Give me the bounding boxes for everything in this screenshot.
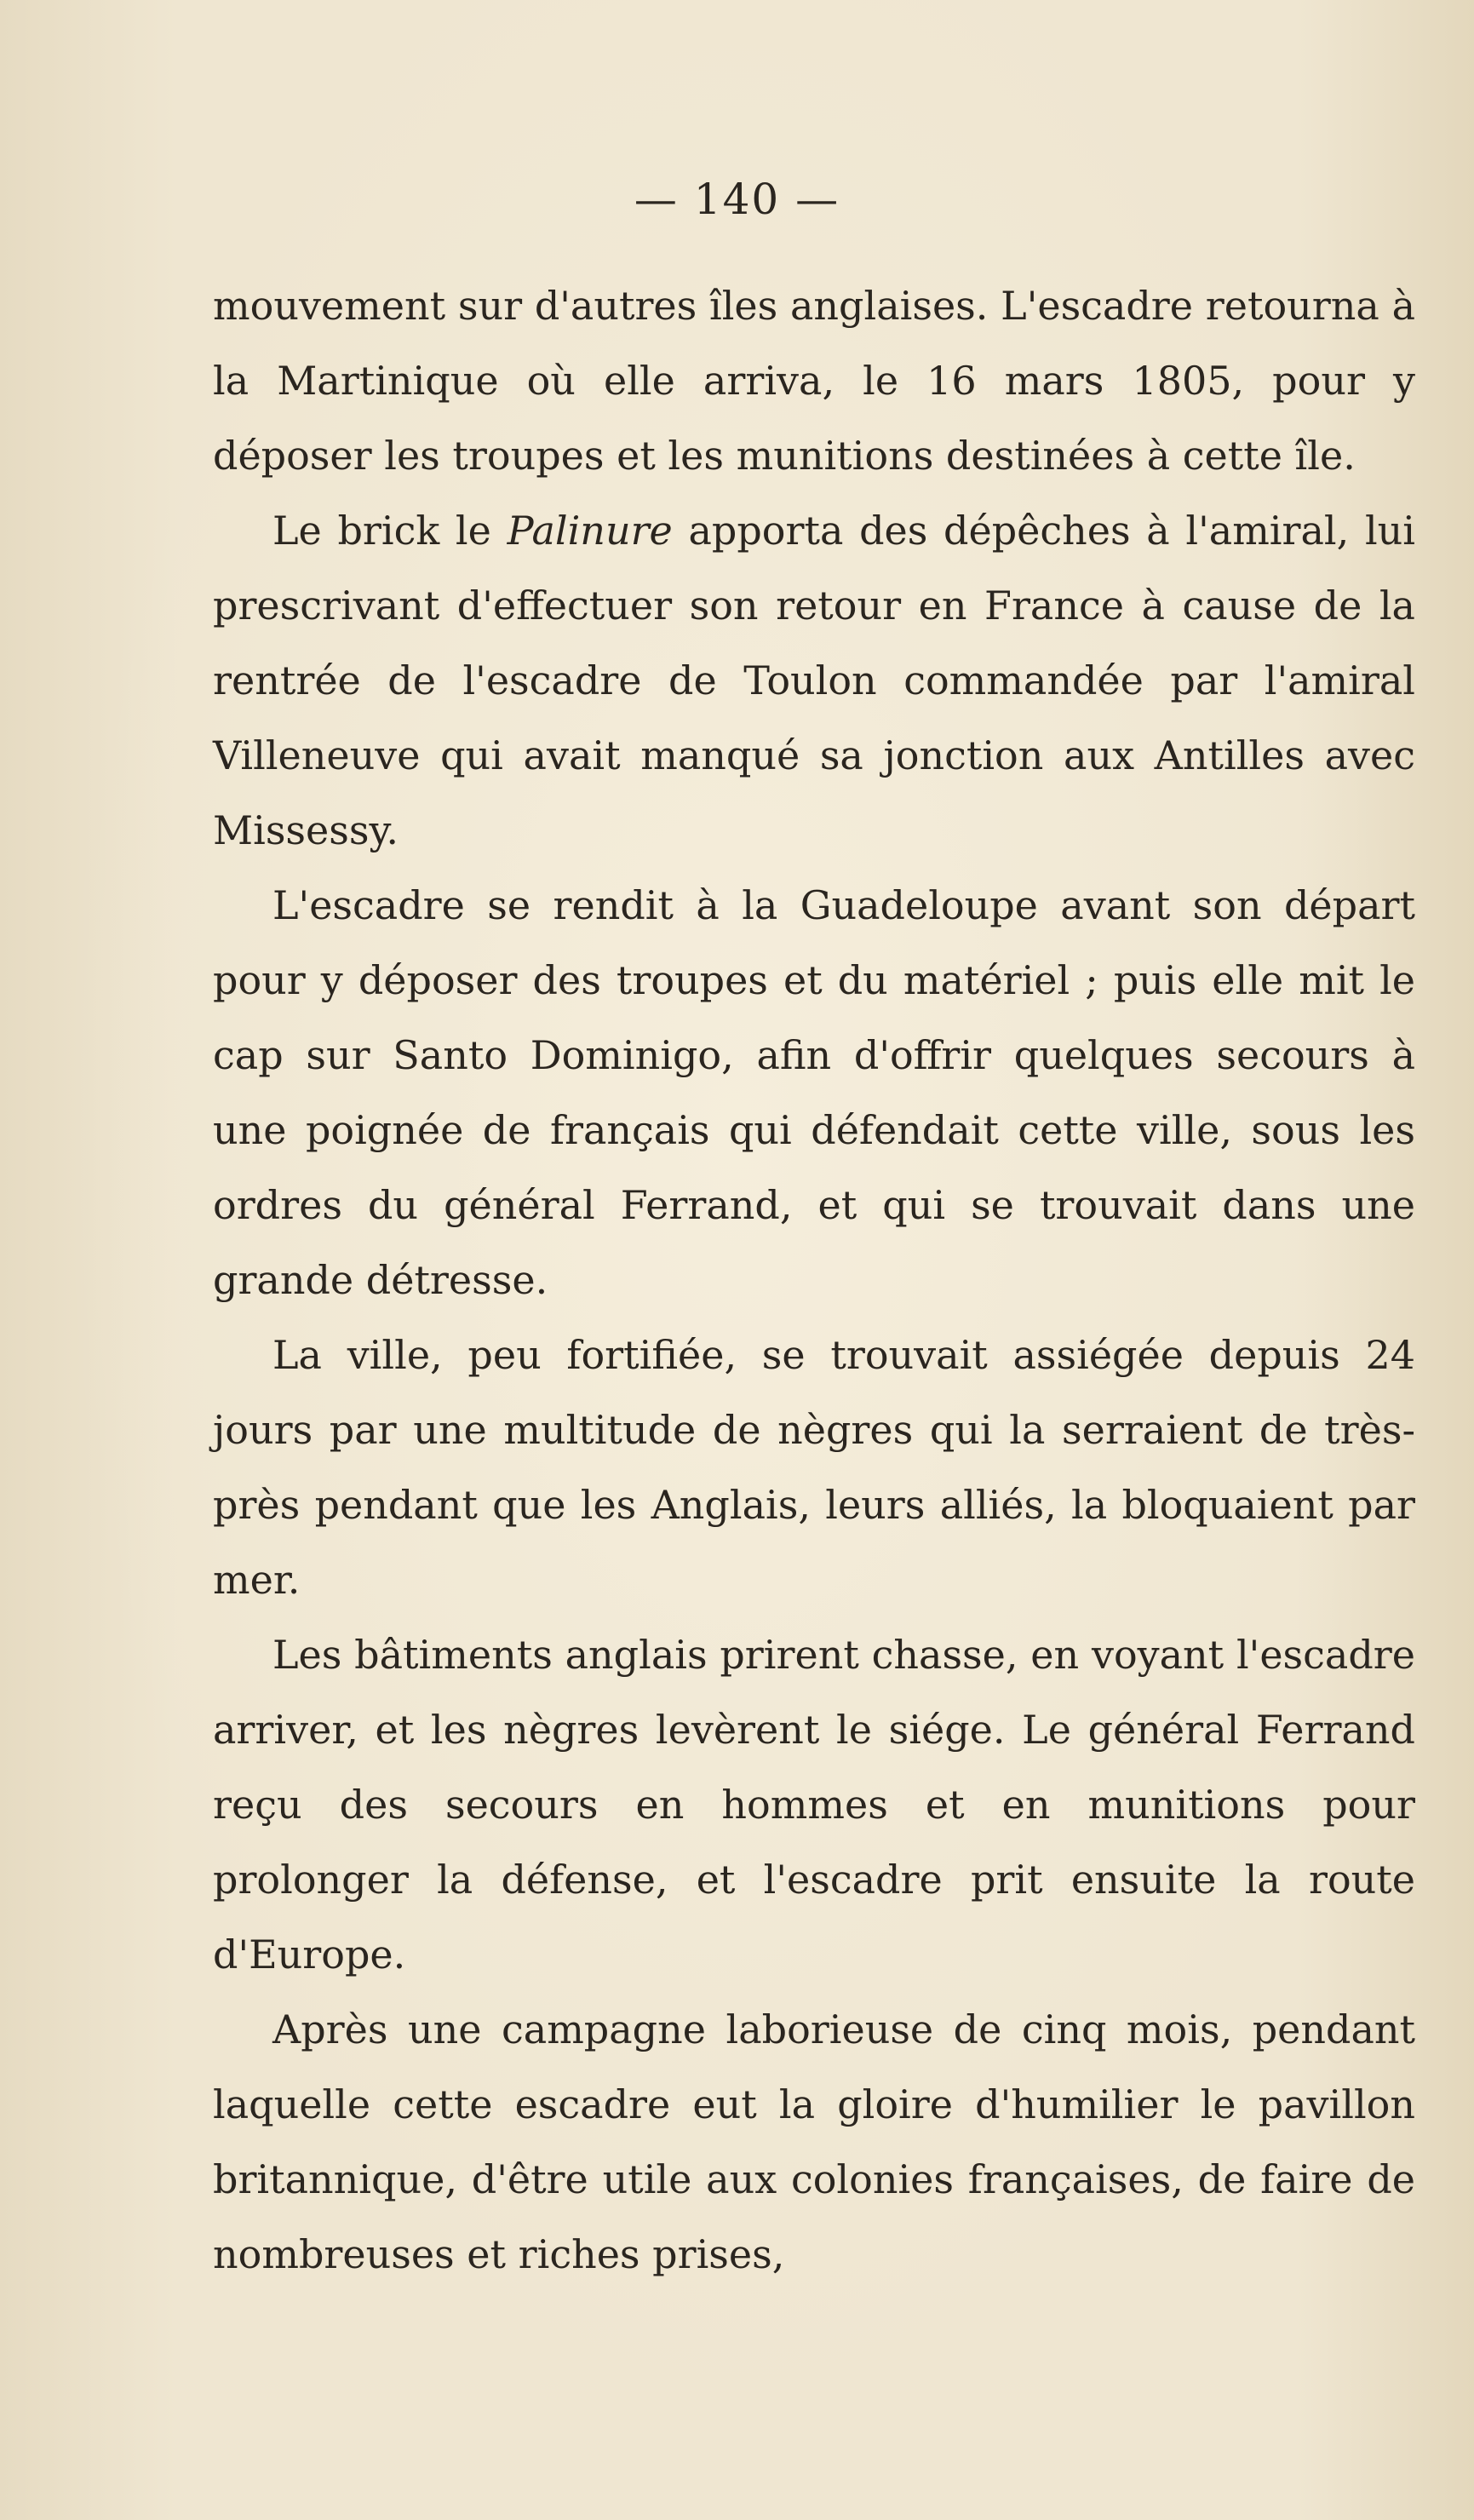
paragraph-2 <box>213 493 1415 868</box>
paragraph-2-rest: apporta des dépêches à l'amiral, lui prescrivant d'effectuer son retour en France à cause de la rentrée de l'escadre de Toulon commandée par l'amiral Villeneuve qui avait manqué sa jonction aux Antilles avec Missessy. <box>213 508 1416 853</box>
paragraph-2-start: Le brick le <box>272 508 508 554</box>
paragraph-1: mouvement sur d'autres îles anglaises. L'escadre retourna à la Martinique où elle arriva, le 16 mars 1805, pour y déposer les troupes et les munitions destinées à cette île. <box>213 283 1415 479</box>
paragraph-5: Les bâtiments anglais prirent chasse, en voyant l'escadre arriver, et les nègres levèrent le siége. Le général Ferrand reçu des secours en hommes et en munitions pour prolonger la défense, et l'escadre prit ensuite la route d'Europe. <box>213 1632 1415 1978</box>
paragraph-3: L'escadre se rendit à la Guadeloupe avant son départ pour y déposer des troupes et du matériel ; puis elle mit le cap sur Santo Dominigo, afin d'offrir quelques secours à une poignée de français qui défendait cette ville, sous les ordres du général Ferrand, et qui se trouvait dans une grande détresse. <box>213 882 1415 1303</box>
paragraph-4: La ville, peu fortifiée, se trouvait assiégée depuis 24 jours par une multitude de nègres qui la serraient de très-près pendant que les Anglais, leurs alliés, la bloquaient par mer. <box>213 1332 1415 1603</box>
page-number: — 140 — <box>634 175 840 224</box>
ship-name-palinure: Palinure <box>507 508 673 554</box>
body-text <box>213 268 1415 2292</box>
paragraph-6: Après une campagne laborieuse de cinq mois, pendant laquelle cette escadre eut la gloire d'humilier le pavillon britannique, d'être utile aux colonies françaises, de faire de nombreuses et riches prises, <box>213 2006 1415 2277</box>
